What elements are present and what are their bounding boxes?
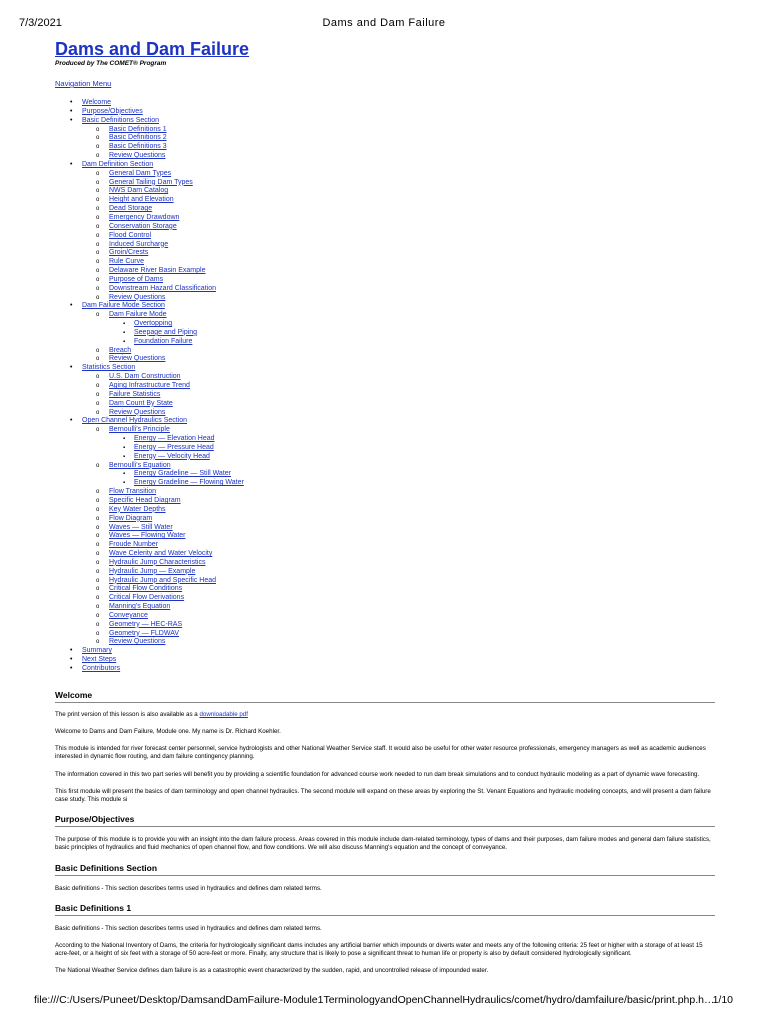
nav-item[interactable]: o Hydraulic Jump Characteristics: [109, 559, 715, 568]
nav-item[interactable]: o Hydraulic Jump and Specific Head: [109, 577, 715, 586]
nav-item-open-channel-section[interactable]: • Open Channel Hydraulics Section o Bernoulli's Principle ▪ Energy — Elevation Head ▪ Energy — Pressure Head ▪ Energy — Velocity Head o Bernoulli's Equation ▪ Energy Gradeline — Still Water ▪ Energy Gradeline — Flowing Water o Flow Transition o Specific Head Diagram o Key Water Depths o Flow Diagram o Waves — Still Water o Waves — Flowing Water o Froude Number o Wave Celerity and Water Velocity o Hydraulic Jump Characteristics o Hydraulic Jump — Example o Hydraulic Jump and Specific Head o Critical Flow Conditions o Critical Flow Derivations o Manning's Equation o Conveyance o Geometry — HEC-RAS o Geometry — FLDWAV o Review Questions: [82, 417, 715, 647]
purpose-heading: Purpose/Objectives: [55, 814, 715, 827]
nav-item[interactable]: o General Dam Types: [109, 170, 715, 179]
welcome-paragraph: This first module will present the basics of dam terminology and open channel hydraulics. The second module will expand on these areas by exploring the St. Venant Equations and hydraulic modeling concepts, and will present a dam failure case study. This module si: [55, 787, 711, 804]
nav-item[interactable]: o Emergency Drawdown: [109, 214, 715, 223]
nav-item[interactable]: ▪ Seepage and Piping: [134, 329, 715, 338]
basic-section-heading: Basic Definitions Section: [55, 863, 715, 876]
nav-item[interactable]: o Purpose of Dams: [109, 276, 715, 285]
navigation-menu-link[interactable]: Navigation Menu: [55, 79, 112, 88]
nav-item[interactable]: o NWS Dam Catalog: [109, 187, 715, 196]
navigation-menu: [55, 99, 715, 674]
nav-item-dam-failure-section[interactable]: • Dam Failure Mode Section o Dam Failure Mode ▪ Overtopping ▪ Seepage and Piping ▪ Foundation Failure o Breach o Review Questions: [82, 302, 715, 364]
nav-item[interactable]: o Review Questions: [109, 152, 715, 161]
nav-item[interactable]: o Geometry — FLDWAV: [109, 630, 715, 639]
file-path: file:///C:/Users/Puneet/Desktop/DamsandDamFailure-Module1TerminologyandOpenChannelHydraulics/comet/hydro/damfailure/basic/print.php.h…: [34, 994, 715, 1006]
nav-item[interactable]: o Rule Curve: [109, 258, 715, 267]
nav-item[interactable]: o Flood Control: [109, 232, 715, 241]
nav-item-contributors[interactable]: • Contributors: [82, 665, 715, 674]
nav-item[interactable]: ▪ Energy Gradeline — Still Water: [134, 470, 715, 479]
nav-item[interactable]: o Induced Surcharge: [109, 241, 715, 250]
nav-item-summary[interactable]: • Summary: [82, 647, 715, 656]
downloadable-pdf-link[interactable]: downloadable pdf: [199, 710, 248, 718]
page-title[interactable]: Dams and Dam Failure: [55, 39, 250, 59]
nav-list-dam-failure: [82, 311, 715, 364]
produced-by: Produced by The COMET® Program: [55, 60, 167, 67]
nav-list-equation: [109, 470, 715, 488]
nav-item-welcome[interactable]: • Welcome: [82, 99, 715, 108]
print-doc-title: Dams and Dam Failure: [322, 17, 446, 29]
nav-item[interactable]: o Key Water Depths: [109, 506, 715, 515]
nav-item-next-steps[interactable]: • Next Steps: [82, 656, 715, 665]
nav-item[interactable]: o Waves — Still Water: [109, 524, 715, 533]
welcome-paragraph: The information covered in this two part series will benefit you by providing a scientific foundation for advanced course work needed to run dam break simulations and to conduct hydraulic modeling as a part of dynamic wave forecasting.: [55, 770, 700, 778]
basic1-paragraph: According to the National Inventory of Dams, the criteria for hydrologically significant dams includes any artificial barrier which impounds or diverts water and meets any of the following criteria: 25 feet or higher with a storage of at least 15 acre-feet, or a height of six feet with a storage of 50 acre-feet or more. Finally, any structure that is likely to pose a significant threat to human life or property is also by default considered hydrologically significant.: [55, 942, 703, 958]
nav-item[interactable]: o Flow Transition: [109, 488, 715, 497]
nav-item[interactable]: o Manning's Equation: [109, 603, 715, 612]
basic-definitions-1: [55, 903, 715, 976]
nav-item-purpose[interactable]: • Purpose/Objectives: [82, 108, 715, 117]
nav-item[interactable]: o Conservation Storage: [109, 223, 715, 232]
print-footer: [0, 994, 768, 1008]
nav-item[interactable]: o Aging Infrastructure Trend: [109, 382, 715, 391]
nav-item[interactable]: o Breach: [109, 347, 715, 356]
nav-item[interactable]: o Critical Flow Derivations: [109, 594, 715, 603]
nav-item[interactable]: o Delaware River Basin Example: [109, 267, 715, 276]
nav-item[interactable]: o Specific Head Diagram: [109, 497, 715, 506]
nav-item-bernoulli-equation[interactable]: o Bernoulli's Equation ▪ Energy Gradeline — Still Water ▪ Energy Gradeline — Flowing Water: [109, 462, 715, 489]
welcome-section: [55, 690, 715, 804]
basic1-paragraph: The National Weather Service defines dam failure is as a catastrophic event characterized by the sudden, rapid, and uncontrolled release of impounded water.: [55, 967, 489, 975]
nav-item[interactable]: ▪ Energy — Pressure Head: [134, 444, 715, 453]
nav-item[interactable]: o Basic Definitions 3: [109, 143, 715, 152]
page-number: 1/10: [712, 994, 733, 1006]
nav-item[interactable]: o Failure Statistics: [109, 391, 715, 400]
nav-item[interactable]: o Wave Celerity and Water Velocity: [109, 550, 715, 559]
nav-item-statistics-section[interactable]: • Statistics Section o U.S. Dam Construction o Aging Infrastructure Trend o Failure Statistics o Dam Count By State o Review Questions: [82, 364, 715, 417]
nav-item[interactable]: o Geometry — HEC-RAS: [109, 621, 715, 630]
basic-definitions-section: [55, 863, 715, 893]
welcome-paragraph: Welcome to Dams and Dam Failure, Module one. My name is Dr. Richard Koehler.: [55, 728, 281, 736]
nav-item[interactable]: ▪ Overtopping: [134, 320, 715, 329]
nav-item[interactable]: o Dead Storage: [109, 205, 715, 214]
purpose-section: [55, 814, 715, 852]
basic1-paragraph: Basic definitions - This section describes terms used in hydraulics and defines dam related terms.: [55, 924, 322, 932]
nav-item[interactable]: o Conveyance: [109, 612, 715, 621]
nav-item-dam-definition-section[interactable]: • Dam Definition Section o General Dam Types o General Tailing Dam Types o NWS Dam Catalog o Height and Elevation o Dead Storage o Emergency Drawdown o Conservation Storage o Flood Control o Induced Surcharge o Groin/Crests o Rule Curve o Delaware River Basin Example o Purpose of Dams o Downstream Hazard Classification o Review Questions: [82, 161, 715, 303]
nav-list-principle: [109, 435, 715, 462]
print-header: [0, 0, 768, 36]
welcome-heading: Welcome: [55, 690, 715, 703]
nav-item[interactable]: o Basic Definitions 1: [109, 126, 715, 135]
nav-item[interactable]: o Waves — Flowing Water: [109, 532, 715, 541]
nav-list-failure-modes: [109, 320, 715, 347]
nav-list-statistics: [82, 373, 715, 417]
nav-item[interactable]: ▪ Energy Gradeline — Flowing Water: [134, 479, 715, 488]
nav-item[interactable]: o Groin/Crests: [109, 249, 715, 258]
basic-section-paragraph: Basic definitions - This section describes terms used in hydraulics and defines dam related terms.: [55, 884, 322, 892]
nav-item[interactable]: o Dam Count By State: [109, 400, 715, 409]
nav-item[interactable]: o Critical Flow Conditions: [109, 585, 715, 594]
nav-item[interactable]: o Review Questions: [109, 638, 715, 647]
nav-item[interactable]: o Review Questions: [109, 355, 715, 364]
nav-item-dam-failure-mode[interactable]: o Dam Failure Mode ▪ Overtopping ▪ Seepage and Piping ▪ Foundation Failure: [109, 311, 715, 346]
nav-item[interactable]: o Review Questions: [109, 294, 715, 303]
nav-item[interactable]: o Hydraulic Jump — Example: [109, 568, 715, 577]
nav-item[interactable]: o U.S. Dam Construction: [109, 373, 715, 382]
nav-item-bernoulli-principle[interactable]: o Bernoulli's Principle ▪ Energy — Elevation Head ▪ Energy — Pressure Head ▪ Energy — Velocity Head: [109, 426, 715, 461]
print-date: 7/3/2021: [19, 17, 62, 29]
nav-item[interactable]: o General Tailing Dam Types: [109, 179, 715, 188]
basic1-heading: Basic Definitions 1: [55, 903, 715, 916]
nav-item[interactable]: ▪ Energy — Velocity Head: [134, 453, 715, 462]
nav-item[interactable]: ▪ Foundation Failure: [134, 338, 715, 347]
nav-item[interactable]: o Froude Number: [109, 541, 715, 550]
page-content: [55, 38, 715, 976]
nav-item[interactable]: o Basic Definitions 2: [109, 134, 715, 143]
welcome-paragraph: This module is intended for river forecast center personnel, service hydrologists and other National Weather Service staff. It would also be useful for other water resource professionals, emergency managers as well as academic audiences interested in dynamic flow routing, and dam failure contingency planning.: [55, 745, 706, 761]
nav-item[interactable]: o Flow Diagram: [109, 515, 715, 524]
nav-list-open-channel: [82, 426, 715, 647]
pdf-note: The print version of this lesson is also available as a downloadable pdf: [55, 710, 248, 718]
nav-item-basic-definitions-section[interactable]: • Basic Definitions Section o Basic Definitions 1 o Basic Definitions 2 o Basic Definitions 3 o Review Questions: [82, 117, 715, 161]
nav-list-dam-definition: [82, 170, 715, 303]
nav-item[interactable]: o Review Questions: [109, 409, 715, 418]
purpose-paragraph: The purpose of this module is to provide you with an insight into the dam failure process. Areas covered in this module include dam-related terminology, types of dams and their purposes, dam failure modes and general dam failure statistics, basic principles of hydraulics and fluid mechanics of open channel flow, and flow conditions. We will also discuss Manning's equation and the concept of conveyance.: [55, 836, 711, 852]
nav-item[interactable]: o Height and Elevation: [109, 196, 715, 205]
nav-item[interactable]: ▪ Energy — Elevation Head: [134, 435, 715, 444]
nav-list-basic: [82, 126, 715, 161]
nav-item[interactable]: o Downstream Hazard Classification: [109, 285, 715, 294]
